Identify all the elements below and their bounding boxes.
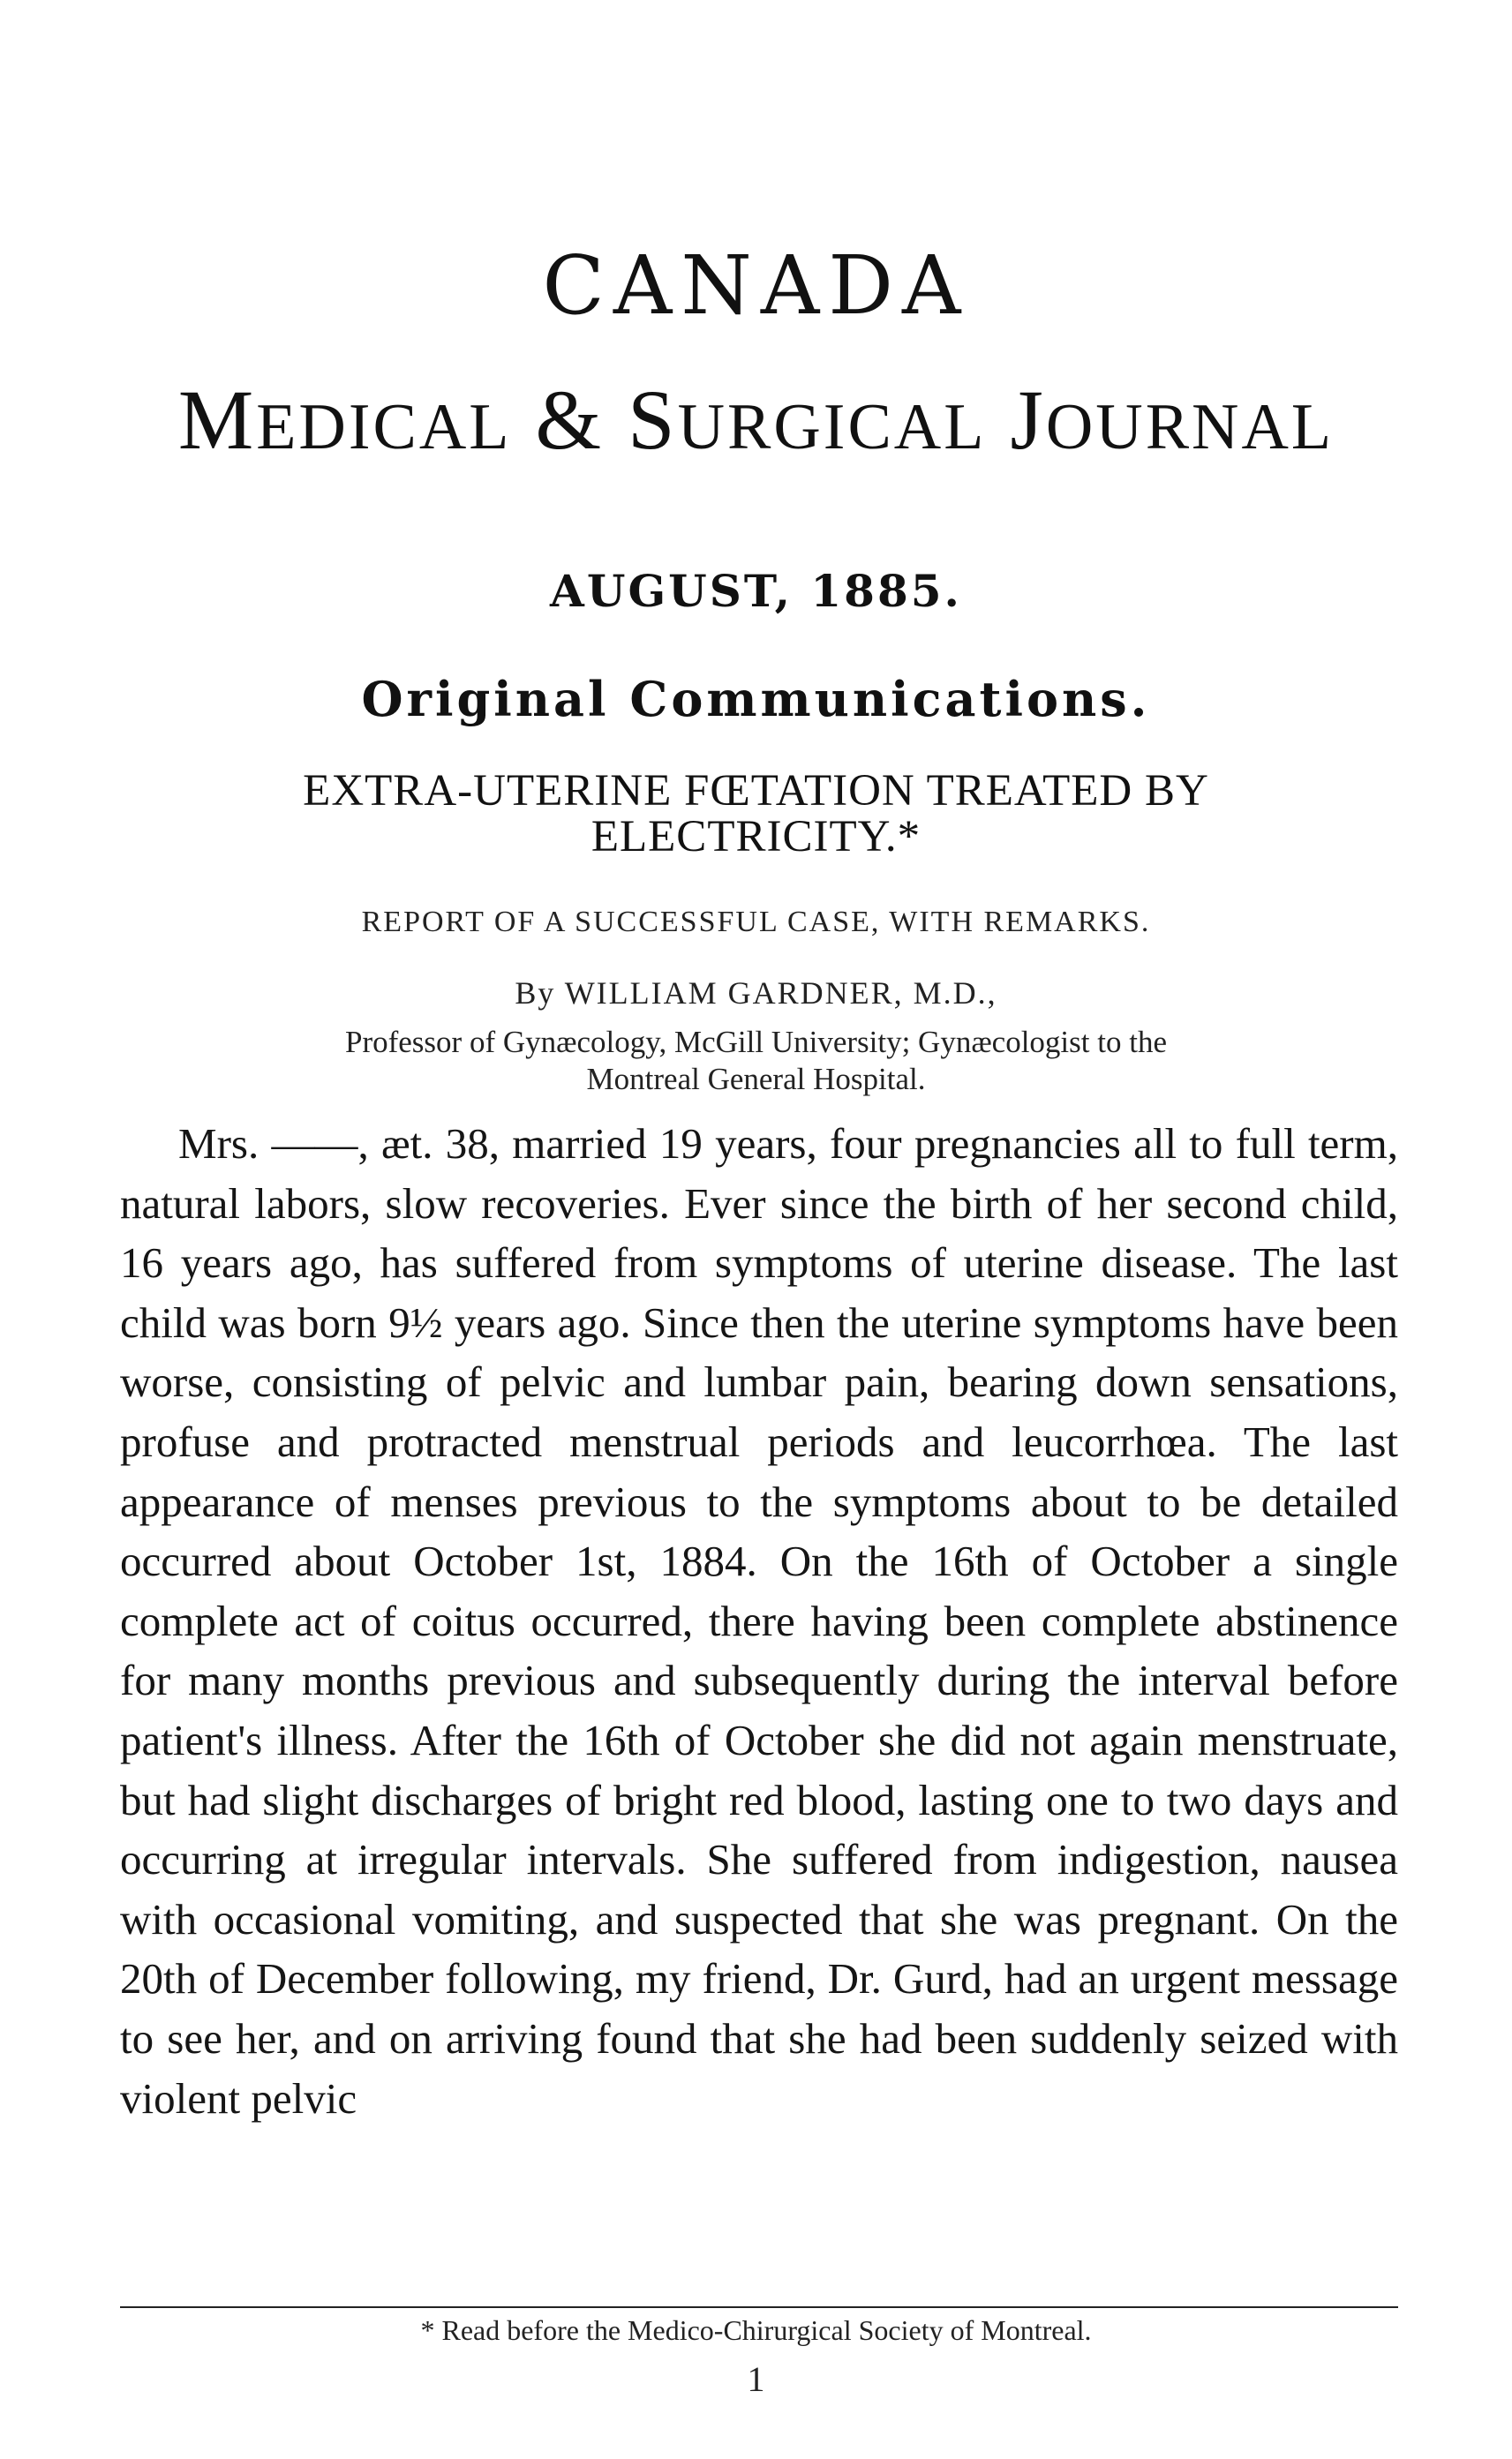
section-heading: Original Communications. — [361, 671, 1151, 727]
article-title-line-2: ELECTRICITY.* — [591, 812, 921, 861]
footnote: * Read before the Medico-Chirurgical Society of Montreal. — [420, 2314, 1092, 2346]
journal-title-journal: OURNAL — [1045, 391, 1335, 463]
article-title — [0, 768, 1512, 860]
article-body: Mrs. ——, æt. 38, married 19 years, four pregnancies all to full term, natural labors, slow recoveries. Ever since the birth of her second child, 16 years ago, has suffered from symptoms of uterine disease. The last child was born 9½ years ago. Since then the uterine symptoms have been worse, consisting of pelvic and lumbar pain, bearing down sensations, profuse and protracted menstrual periods and leucorrhœa. The last appearance of menses previous to the symptoms about to be detailed occurred about October 1st, 1884. On the 16th of October a single complete act of coitus occurred, there having been complete abstinence for many months previous and subsequently during the interval before patient's illness. After the 16th of October she did not again menstruate, but had slight discharges of bright red blood, lasting one to two days and occurring at irregular intervals. She suffered from indigestion, nausea with occasional vomiting, and suspected that she was pregnant. On the 20th of December following, my friend, Dr. Gurd, had an urgent message to see her, and on arriving found that she had been suddenly seized with violent pelvic — [120, 1119, 1398, 2123]
author-affiliation — [0, 1024, 1512, 1098]
journal-title-surgical: URGICAL — [677, 391, 987, 463]
affiliation-line-2: Montreal General Hospital. — [586, 1062, 926, 1096]
article-subtitle: REPORT OF A SUCCESSFUL CASE, WITH REMARKS. — [361, 906, 1151, 938]
journal-title-initial-j: J — [1010, 372, 1046, 467]
journal-title-initial-s: S — [628, 372, 678, 467]
journal-title-space — [986, 372, 1010, 467]
article-title-line-1: EXTRA-UTERINE FŒTATION TREATED BY — [303, 766, 1209, 816]
journal-title — [0, 371, 1512, 469]
page-number: 1 — [747, 2359, 765, 2399]
author-byline: By WILLIAM GARDNER, M.D., — [515, 975, 997, 1011]
journal-title-ampersand: & — [511, 372, 628, 467]
journal-name: CANADA — [542, 238, 970, 333]
journal-title-initial-m: M — [177, 372, 257, 467]
journal-title-medical: EDICAL — [256, 391, 512, 463]
affiliation-line-1: Professor of Gynæcology, McGill University; Gynæcologist to the — [345, 1025, 1167, 1059]
issue-date: AUGUST, 1885. — [550, 565, 962, 617]
footnote-divider — [120, 2306, 1398, 2308]
